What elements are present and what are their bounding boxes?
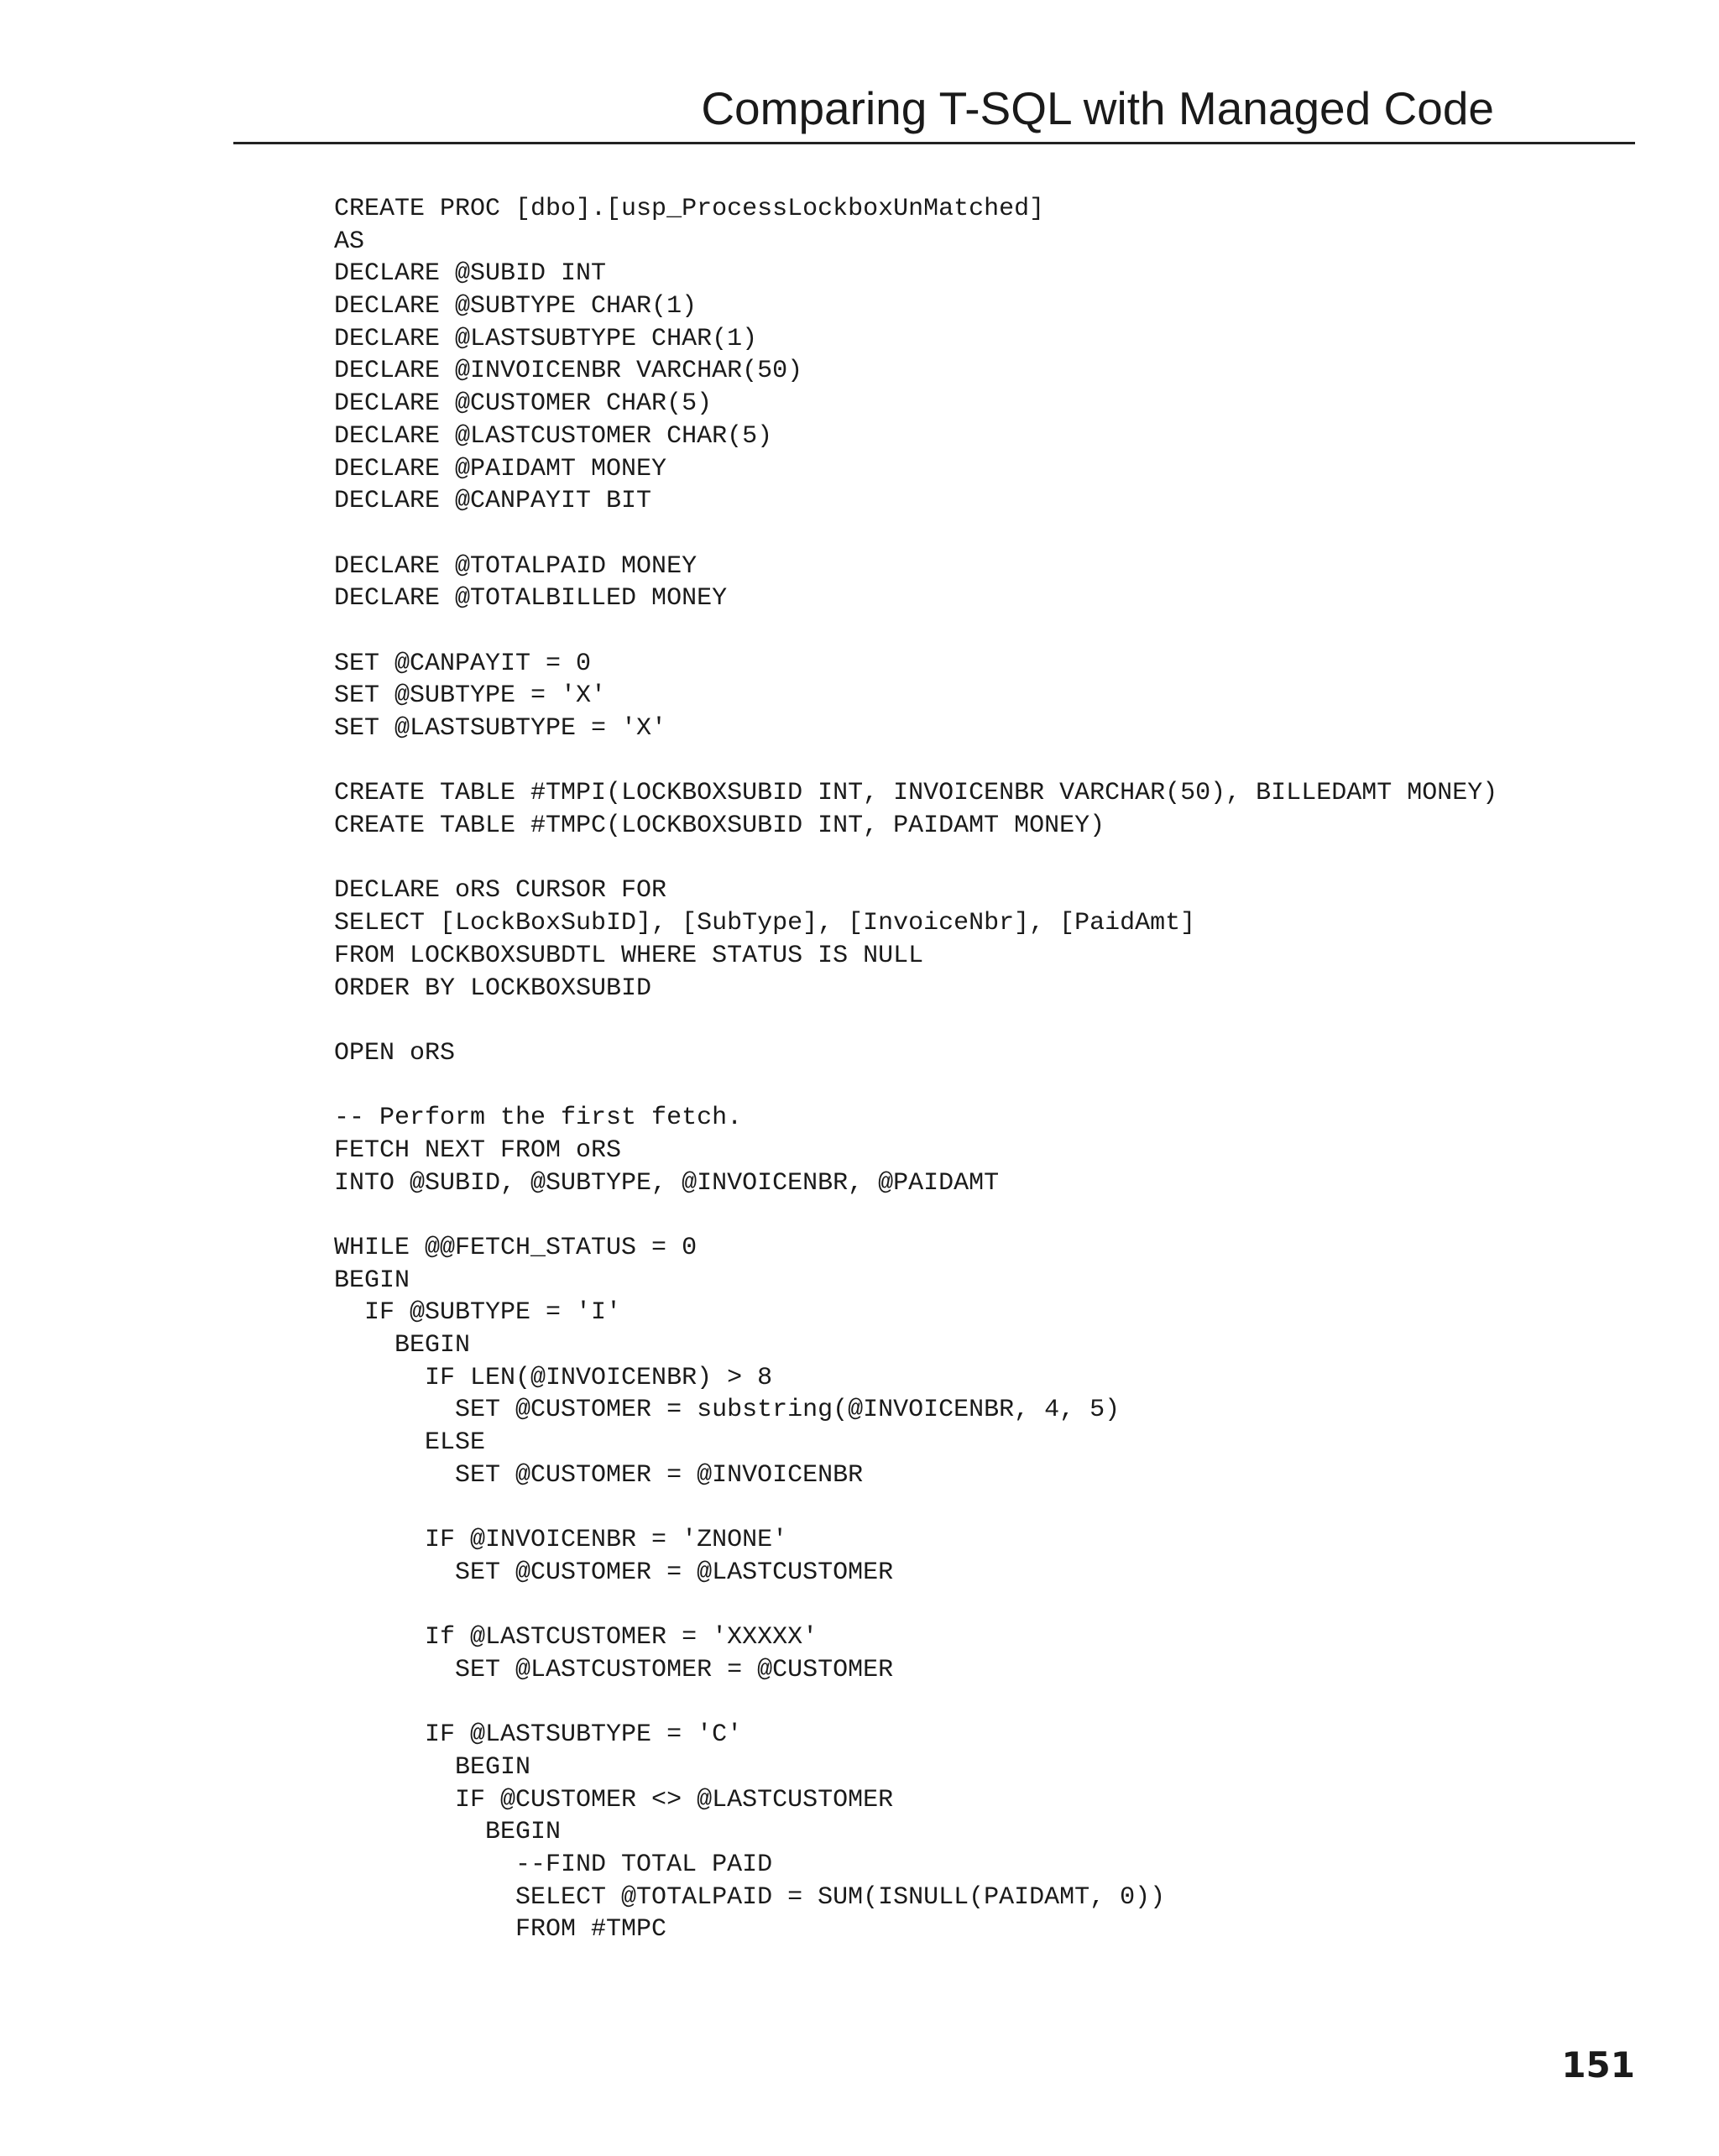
code-line: DECLARE @SUBTYPE CHAR(1) [334,292,698,321]
code-line: DECLARE @INVOICENBR VARCHAR(50) [334,357,803,386]
code-line [334,518,1497,551]
code-line: FROM LOCKBOXSUBDTL WHERE STATUS IS NULL [334,941,924,970]
code-line [334,1199,1497,1232]
code-line: SELECT @TOTALPAID = SUM(ISNULL(PAIDAMT, 0)) [334,1882,1166,1912]
code-line: SET @CUSTOMER = @INVOICENBR [334,1460,864,1490]
code-line [334,1492,1497,1525]
code-line: SELECT [LockBoxSubID], [SubType], [InvoiceNbr], [PaidAmt] [334,909,1196,938]
code-line: CREATE TABLE #TMPI(LOCKBOXSUBID INT, INVOICENBR VARCHAR(50), BILLEDAMT MONEY) [334,779,1498,808]
code-line: IF @INVOICENBR = 'ZNONE' [334,1526,788,1555]
code-line: ORDER BY LOCKBOXSUBID [334,974,652,1003]
code-line: SET @SUBTYPE = 'X' [334,681,607,711]
code-line: INTO @SUBID, @SUBTYPE, @INVOICENBR, @PAIDAMT [334,1168,1000,1198]
code-line [334,1070,1497,1103]
code-line [334,1005,1497,1037]
code-line: BEGIN [334,1266,410,1295]
code-line: SET @CUSTOMER = @LASTCUSTOMER [334,1558,894,1587]
code-line: DECLARE @CUSTOMER CHAR(5) [334,389,713,419]
code-line: DECLARE oRS CURSOR FOR [334,876,667,906]
code-line: --FIND TOTAL PAID [334,1851,773,1880]
code-line: BEGIN [334,1818,562,1847]
code-line: DECLARE @TOTALPAID MONEY [334,551,698,581]
code-line: FETCH NEXT FROM oRS [334,1135,622,1165]
code-line [334,1687,1497,1720]
code-line: BEGIN [334,1753,531,1782]
code-line [334,1590,1497,1622]
code-line: DECLARE @SUBID INT [334,259,607,289]
code-line: If @LASTCUSTOMER = 'XXXXX' [334,1623,818,1652]
page-number: 151 [1561,2044,1635,2086]
code-line: OPEN oRS [334,1038,456,1068]
code-line: SET @LASTCUSTOMER = @CUSTOMER [334,1655,894,1684]
code-line: IF @SUBTYPE = 'I' [334,1298,622,1328]
code-line: CREATE TABLE #TMPC(LOCKBOXSUBID INT, PAIDAMT MONEY) [334,812,1105,841]
code-line: WHILE @@FETCH_STATUS = 0 [334,1234,698,1262]
code-line: IF @CUSTOMER <> @LASTCUSTOMER [334,1785,894,1814]
header-rule [233,142,1635,144]
code-line [334,745,1497,778]
code-line: IF LEN(@INVOICENBR) > 8 [334,1363,773,1392]
code-line: IF @LASTSUBTYPE = 'C' [334,1720,743,1750]
code-line: FROM #TMPC [334,1915,667,1945]
code-line: -- Perform the first fetch. [334,1104,743,1133]
running-header: Comparing T-SQL with Managed Code [701,82,1494,134]
code-line: DECLARE @CANPAYIT BIT [334,487,652,516]
code-line: DECLARE @PAIDAMT MONEY [334,454,667,483]
code-line: DECLARE @TOTALBILLED MONEY [334,584,728,613]
code-line: AS [334,227,365,256]
code-line: DECLARE @LASTSUBTYPE CHAR(1) [334,324,758,353]
code-line: SET @LASTSUBTYPE = 'X' [334,714,667,743]
code-listing [334,193,1497,1946]
code-line: ELSE [334,1428,486,1458]
code-line [334,843,1497,875]
code-line [334,615,1497,648]
code-line: BEGIN [334,1331,471,1360]
code-line: DECLARE @LASTCUSTOMER CHAR(5) [334,421,773,451]
code-line: SET @CANPAYIT = 0 [334,649,592,678]
code-line: SET @CUSTOMER = substring(@INVOICENBR, 4, 5) [334,1396,1121,1425]
code-line: CREATE PROC [dbo].[usp_ProcessLockboxUnMatched] [334,195,1045,223]
